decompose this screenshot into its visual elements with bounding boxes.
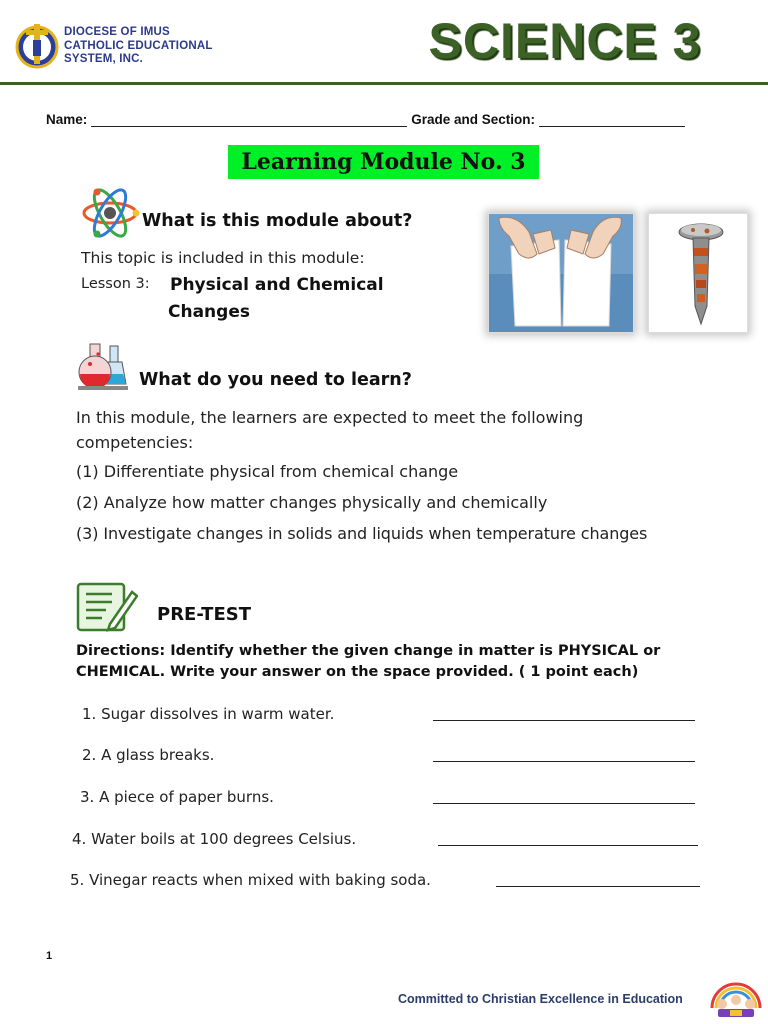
answer-blank-1[interactable] [433,720,695,721]
lab-flasks-icon [76,340,130,392]
lesson-title [170,272,384,326]
subject-title: SCIENCE 3 [428,13,702,69]
question-3: 3. A piece of paper burns. [80,788,274,806]
atom-icon [80,184,140,242]
question-2: 2. A glass breaks. [82,746,215,764]
module-banner: Learning Module No. 3 [228,145,539,179]
learn-intro-line-2: competencies: [76,433,194,452]
answer-blank-4[interactable] [438,845,698,846]
lesson-label: Lesson 3: [81,276,150,292]
org-line-1: DIOCESE OF IMUS [64,26,170,38]
competency-3: (3) Investigate changes in solids and liquids when temperature changes [76,524,648,543]
competency-1: (1) Differentiate physical from chemical change [76,462,459,481]
about-heading: What is this module about? [142,211,413,231]
directions-line-1: Directions: Identify whether the given change in matter is PHYSICAL or [76,643,661,659]
answer-blank-2[interactable] [433,761,695,762]
about-intro: This topic is included in this module: [81,249,365,267]
question-1: 1. Sugar dissolves in warm water. [82,705,335,723]
paper-tearing-image [488,213,634,333]
notepad-pencil-icon [74,580,138,634]
learn-intro-line-1: In this module, the learners are expected to meet the following [76,408,584,427]
student-info-row [46,112,726,127]
header-divider [0,82,768,85]
name-field[interactable] [91,112,407,127]
flex-mascot-logo [708,978,764,1018]
name-label: Name: [46,112,88,127]
page-number: 1 [46,950,53,962]
competency-2: (2) Analyze how matter changes physically and chemically [76,493,548,512]
directions-line-2: CHEMICAL. Write your answer on the space provided. ( 1 point each) [76,664,639,680]
pretest-heading: PRE-TEST [157,604,251,625]
grade-section-field[interactable] [539,112,685,127]
learn-heading: What do you need to learn? [139,370,412,390]
pretest-directions [76,641,660,683]
footer-tagline: Committed to Christian Excellence in Education [398,992,683,1006]
organization-name [64,26,254,67]
rusty-nail-image [648,213,748,333]
lesson-title-line-1: Physical and Chemical [170,275,384,295]
question-4: 4. Water boils at 100 degrees Celsius. [72,830,357,848]
grade-section-label: Grade and Section: [411,112,536,127]
diocese-seal-icon [14,20,60,70]
lesson-title-line-2: Changes [168,302,250,322]
org-line-3: SYSTEM, INC. [64,53,144,65]
org-line-2: CATHOLIC EDUCATIONAL [64,39,213,52]
question-5: 5. Vinegar reacts when mixed with baking soda. [70,871,431,889]
answer-blank-3[interactable] [433,803,695,804]
learn-intro [76,405,583,455]
answer-blank-5[interactable] [496,886,700,887]
